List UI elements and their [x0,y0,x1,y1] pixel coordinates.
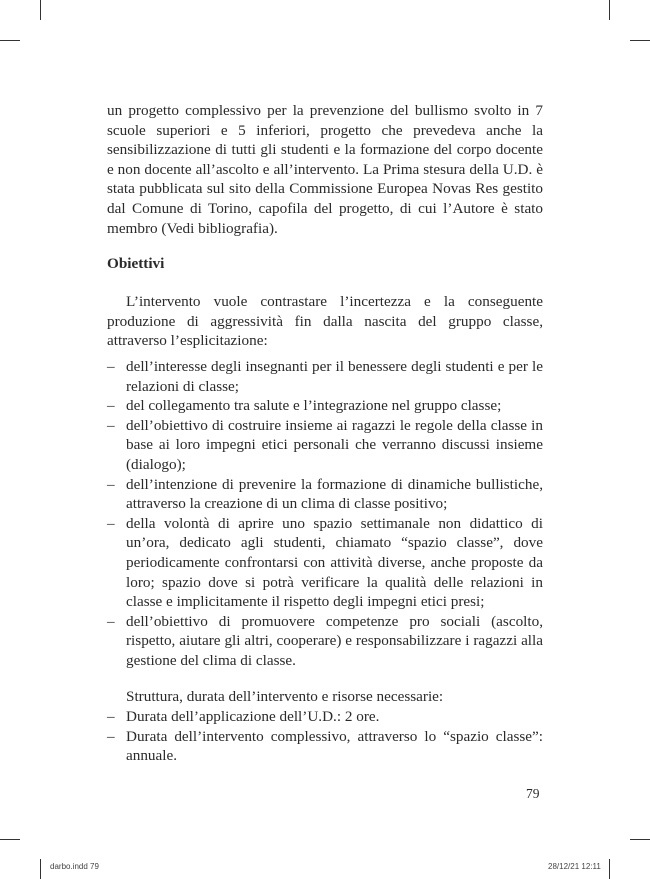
list-item: – del collegamento tra salute e l’integrazione nel gruppo classe; [107,397,502,415]
dash-marker: – [107,514,115,532]
crop-mark [630,40,650,41]
dash-marker: – [107,475,115,493]
crop-mark [609,859,610,879]
page-number: 79 [526,786,540,801]
dash-marker: – [107,416,115,434]
crop-mark [0,40,20,41]
crop-mark [0,839,20,840]
slug-filename: darbo.indd 79 [50,862,99,871]
list-item: – dell’interesse degli insegnanti per il benessere degli studenti e per le relazioni di classe; [107,358,543,395]
section-heading: Obiettivi [107,255,165,272]
dash-marker: – [107,727,115,745]
list-item: – dell’intenzione di prevenire la formazione di dinamiche bullistiche, attraverso la creazione di un clima di classe positivo; [107,475,543,513]
crop-mark [609,0,610,20]
objectives-list [107,357,543,671]
slug-timestamp: 28/12/21 12:11 [548,862,601,871]
dash-marker: – [107,397,115,415]
crop-mark [40,859,41,879]
list-item: – dell’obiettivo di costruire insieme ai ragazzi le regole della classe in base ai loro impegni etici personali che verranno discussi insieme (dialogo); [107,416,543,473]
crop-mark [630,839,650,840]
objectives-intro: L’intervento vuole contrastare l’incertezza e la conseguente produzione di aggressività fin dalla nascita del gruppo classe, attraverso l’esplicitazione: [107,293,543,350]
dash-marker: – [107,708,115,725]
structure-list [107,707,543,766]
list-item: – della volontà di aprire uno spazio settimanale non didattico di un’ora, dedicato agli studenti, chiamato “spazio classe”, dove periodicamente confrontarsi con attività diverse, anche proposte da loro; spazio dove si potrà verificare la qualità delle relazioni in classe e implicitamente il rispetto degli impegni etici presi; [107,514,543,611]
crop-mark [40,0,41,20]
list-item: – Durata dell’intervento complessivo, attraverso lo “spazio classe”: annuale. [107,727,543,765]
dash-marker: – [107,612,115,630]
intro-paragraph: un progetto complessivo per la prevenzione del bullismo svolto in 7 scuole superiori e 5 inferiori, progetto che prevedeva anche la sensibilizzazione di tutti gli studenti e la formazione del corpo docente e non docente all’ascolto e all’intervento. La Prima stesura della U.D. è stata pubblicata sul sito della Commissione Europea Novas Res gestito dal Comune di Torino, capofila del progetto, di cui l’Autore è stato membro (Vedi bibliografia). [107,102,543,237]
list-item: – Durata dell’applicazione dell’U.D.: 2 ore. [107,708,380,725]
dash-marker: – [107,358,115,375]
structure-intro: Struttura, durata dell’intervento e risorse necessarie: [126,688,444,705]
list-item: – dell’obiettivo di promuovere competenze pro sociali (ascolto, rispetto, aiutare gli altri, cooperare) e responsabilizzare i ragazzi alla gestione del clima di classe. [107,612,543,669]
